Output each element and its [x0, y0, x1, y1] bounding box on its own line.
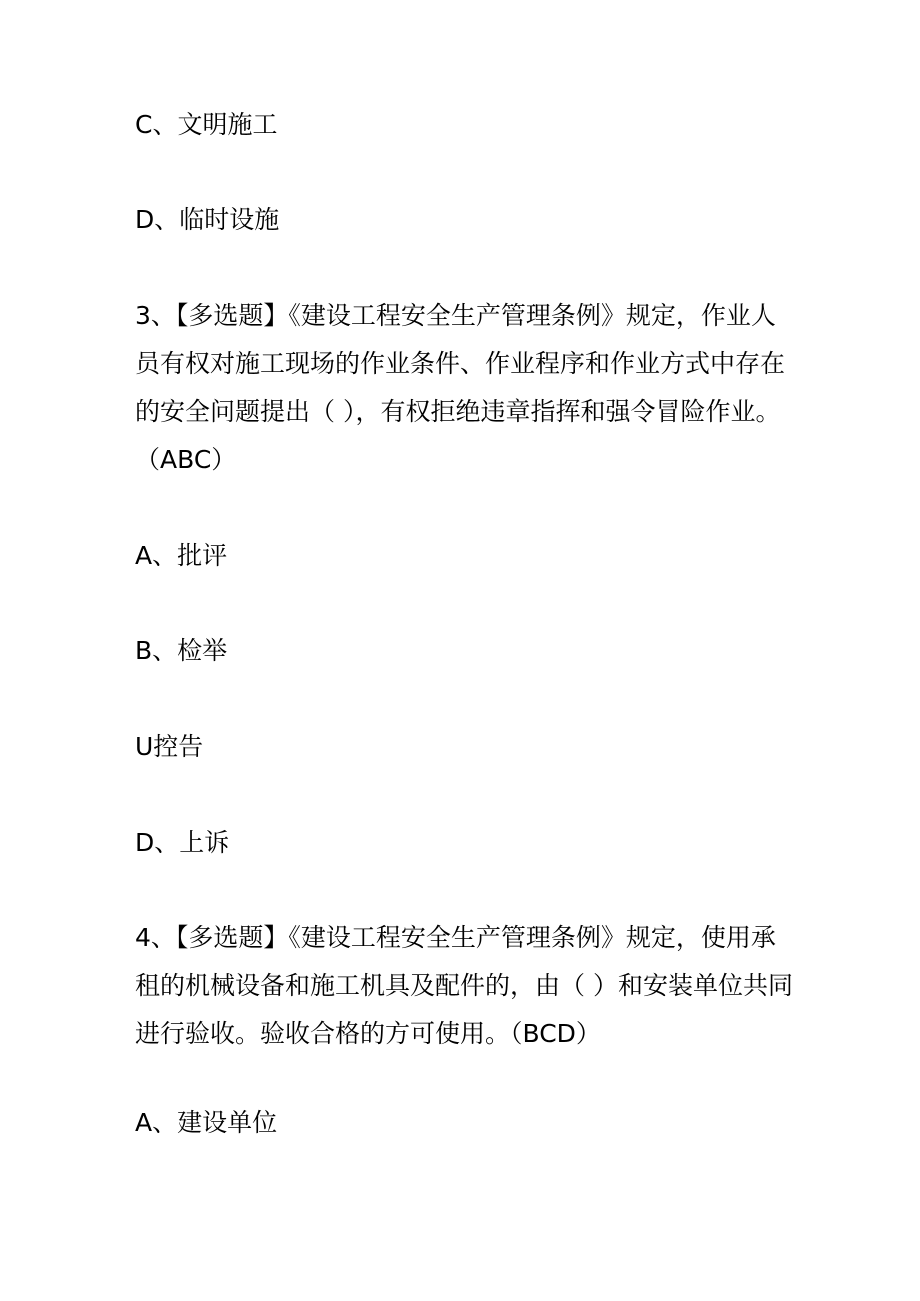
- option-d-temporary-facilities: D、临时设施: [135, 205, 280, 234]
- question-3-stem: [135, 292, 795, 484]
- question-4-option-a: A、建设单位: [135, 1108, 278, 1137]
- option-c-civilized-construction: C、文明施工: [135, 110, 278, 139]
- question-4-line-2: 租的机械设备和施工机具及配件的，由（ ）和安装单位共同: [135, 971, 793, 1000]
- question-3-line-1: 3、【多选题】《建设工程安全生产管理条例》规定，作业人: [135, 301, 776, 330]
- question-4-line-3: 进行验收。验收合格的方可使用。（BCD）: [135, 1019, 601, 1048]
- question-3-answer: （ABC）: [135, 445, 237, 474]
- question-3-line-2: 员有权对施工现场的作业条件、作业程序和作业方式中存在: [135, 349, 786, 378]
- question-4-line-1: 4、【多选题】《建设工程安全生产管理条例》规定，使用承: [135, 923, 776, 952]
- question-3-line-3: 的安全问题提出（ ），有权拒绝违章指挥和强令冒险作业。: [135, 397, 781, 426]
- question-3-option-c: U控告: [135, 732, 204, 761]
- question-3-option-a: A、批评: [135, 541, 228, 570]
- question-3-option-d: D、上诉: [135, 828, 230, 857]
- question-3-option-b: B、检举: [135, 636, 228, 665]
- question-4-stem: [135, 914, 795, 1058]
